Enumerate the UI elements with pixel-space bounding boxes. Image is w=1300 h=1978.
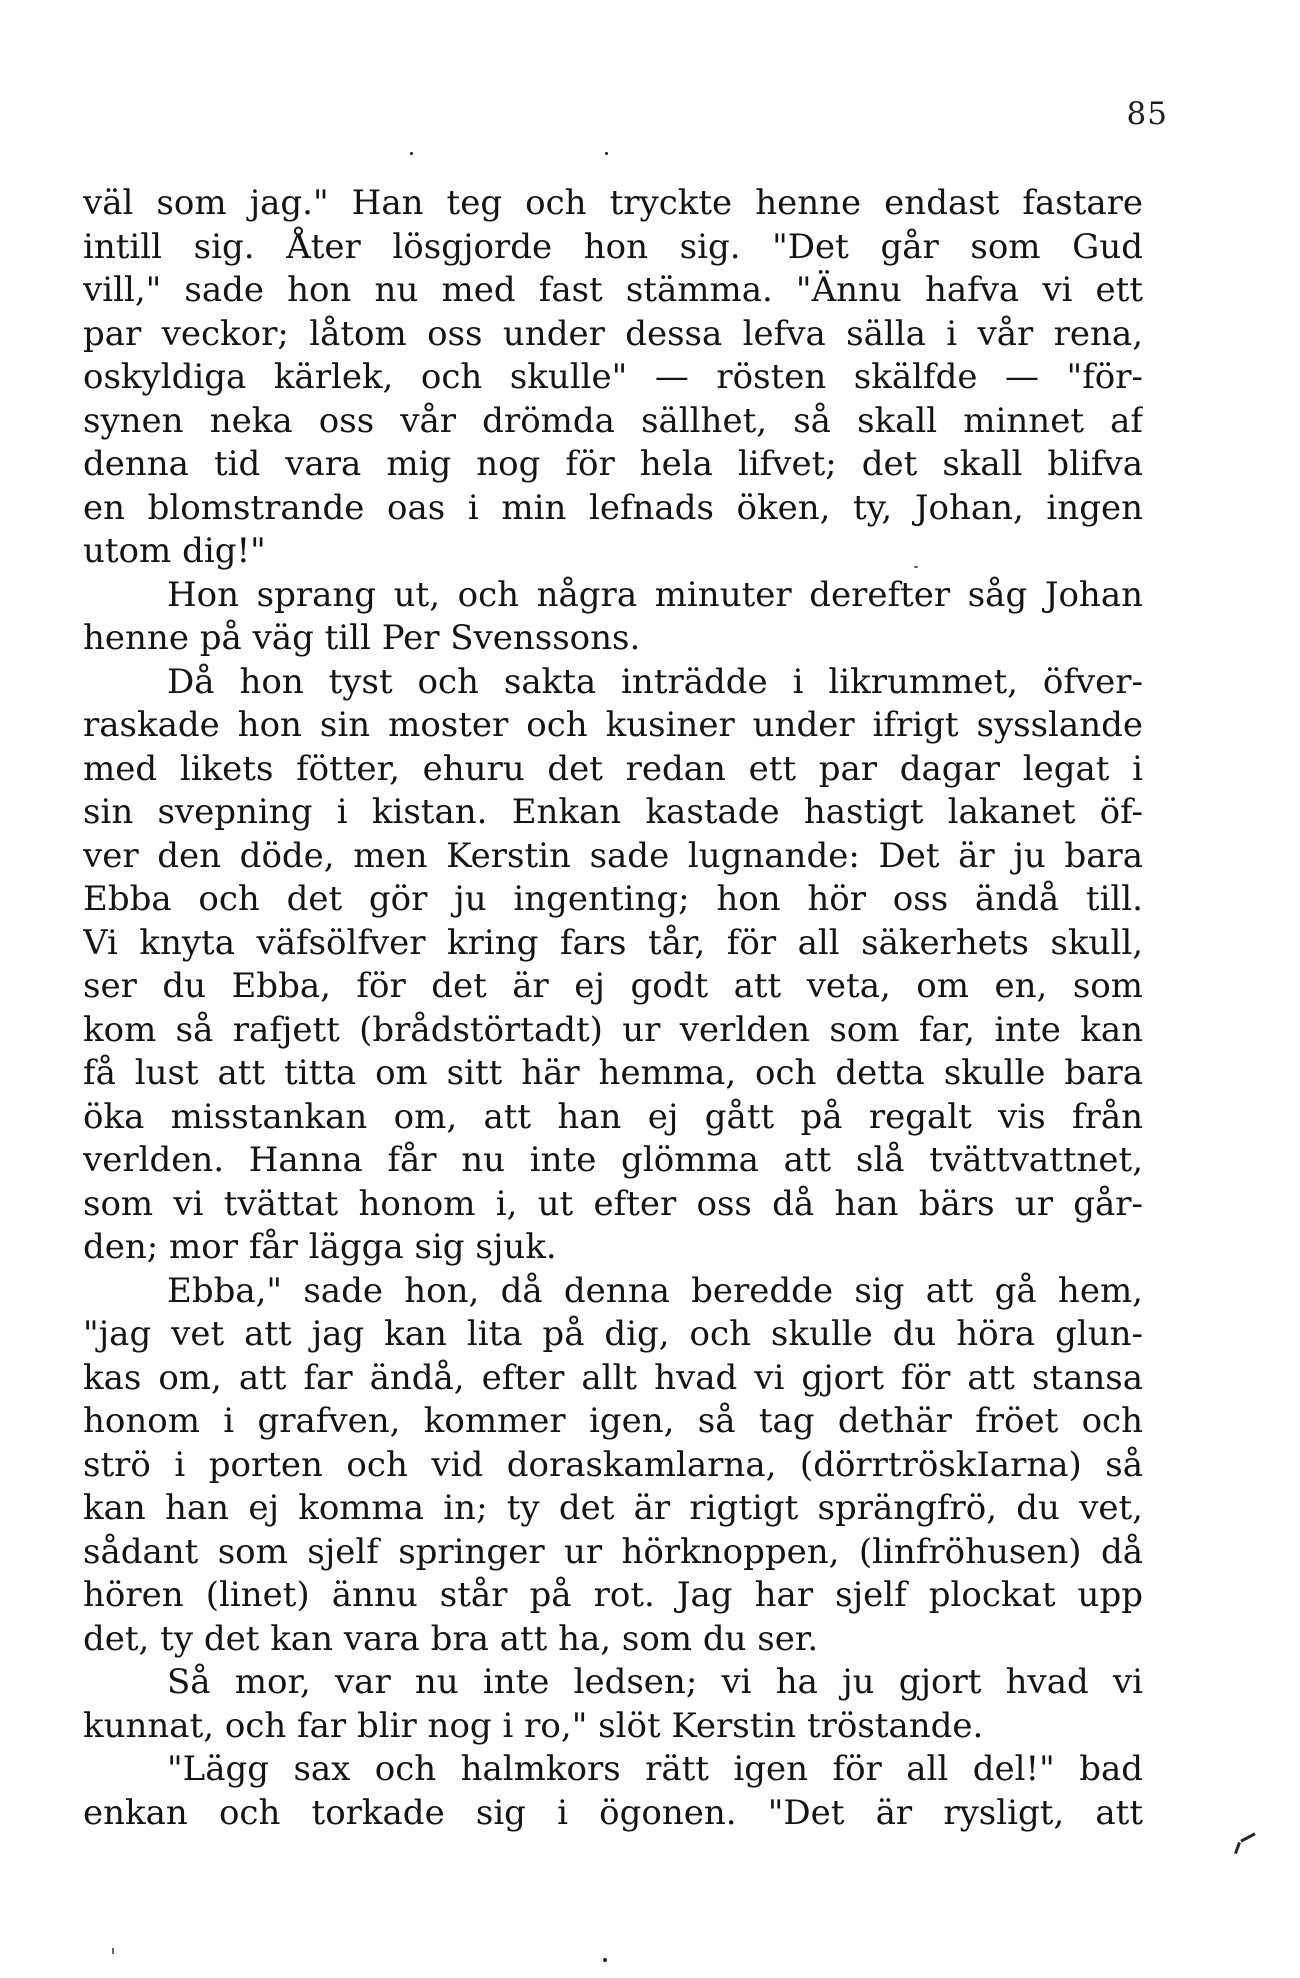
- text-line: öka misstankan om, att han ej gått på regalt vis från: [83, 1096, 1143, 1137]
- text-line: Ebba och det gör ju ingenting; hon hör oss ändå till.: [83, 879, 1143, 919]
- text-line: väl som jag." Han teg och tryckte henne endast fastare: [83, 183, 1143, 223]
- text-line: få lust att titta om sitt här hemma, och detta skulle bara: [83, 1053, 1143, 1093]
- ink-speck: [603, 1958, 607, 1962]
- ink-speck: [914, 566, 918, 568]
- text-line: henne på väg till Per Svenssons.: [83, 618, 641, 658]
- text-line: "Lägg sax och halmkors rätt igen för all del!" bad: [167, 1749, 1143, 1789]
- text-line: kan han ej komma in; ty det är rigtigt sprängfrö, du vet,: [83, 1488, 1143, 1528]
- text-line: vill," sade hon nu med fast stämma. "Ännu hafva vi ett: [83, 270, 1143, 310]
- text-line: synen neka oss vår drömda sällhet, så skall minnet af: [83, 400, 1143, 441]
- text-line: ver den döde, men Kerstin sade lugnande: Det är ju bara: [83, 835, 1143, 876]
- text-line: "jag vet att jag kan lita på dig, och skulle du höra glun-: [83, 1314, 1143, 1354]
- text-line: kas om, att far ändå, efter allt hvad vi gjort för att stansa: [83, 1357, 1143, 1398]
- text-line: Så mor, var nu inte ledsen; vi ha ju gjort hvad vi: [167, 1662, 1143, 1702]
- text-line: enkan och torkade sig i ögonen. "Det är rysligt, att: [83, 1792, 1143, 1833]
- text-line: sin svepning i kistan. Enkan kastade hastigt lakanet öf-: [83, 792, 1143, 832]
- text-line: honom i grafven, kommer igen, så tag dethär fröet och: [83, 1401, 1143, 1441]
- text-line: denna tid vara mig nog för hela lifvet; det skall blifva: [83, 444, 1143, 484]
- text-line: det, ty det kan vara bra att ha, som du ser.: [83, 1618, 819, 1659]
- text-line: raskade hon sin moster och kusiner under ifrigt sysslande: [83, 705, 1143, 745]
- text-line: med likets fötter, ehuru det redan ett par dagar legat i: [83, 748, 1143, 789]
- text-line: hören (linet) ännu står på rot. Jag har sjelf plockat upp: [83, 1575, 1143, 1615]
- text-line: utom dig!": [83, 531, 266, 571]
- text-line: Hon sprang ut, och några minuter derefter såg Johan: [167, 574, 1143, 615]
- ink-speck: [1234, 1842, 1241, 1854]
- text-line: Då hon tyst och sakta inträdde i likrummet, öfver-: [167, 661, 1143, 702]
- text-line: kunnat, och far blir nog i ro," slöt Kerstin tröstande.: [83, 1705, 984, 1746]
- text-line: oskyldiga kärlek, och skulle" — rösten skälfde — "för-: [83, 357, 1143, 397]
- text-line: kom så rafjett (brådstörtadt) ur verlden som far, inte kan: [83, 1009, 1143, 1050]
- text-line: verlden. Hanna får nu inte glömma att slå tvättvattnet,: [83, 1140, 1143, 1180]
- text-line: par veckor; låtom oss under dessa lefva sälla i vår rena,: [83, 313, 1143, 354]
- text-line: ser du Ebba, för det är ej godt att veta, om en, som: [83, 966, 1143, 1006]
- ink-speck: [605, 152, 608, 155]
- ink-speck: [112, 1948, 114, 1954]
- text-line: en blomstrande oas i min lefnads öken, ty, Johan, ingen: [83, 487, 1143, 528]
- page-number: 85: [1126, 96, 1168, 132]
- ink-speck: [1240, 1832, 1256, 1842]
- text-line: Vi knyta väfsölfver kring fars tår, för all säkerhets skull,: [83, 922, 1143, 963]
- text-line: den; mor får lägga sig sjuk.: [83, 1227, 557, 1267]
- ink-speck: [410, 152, 413, 155]
- text-line: strö i porten och vid doraskamlarna, (dörrtröskIarna) så: [83, 1444, 1143, 1485]
- text-line: intill sig. Åter lösgjorde hon sig. "Det går som Gud: [83, 226, 1143, 267]
- body-text: [83, 182, 1143, 1835]
- text-line: som vi tvättat honom i, ut efter oss då han bärs ur går-: [83, 1183, 1143, 1224]
- text-line: Ebba," sade hon, då denna beredde sig att gå hem,: [167, 1270, 1143, 1311]
- text-line: sådant som sjelf springer ur hörknoppen, (linfröhusen) då: [83, 1531, 1143, 1572]
